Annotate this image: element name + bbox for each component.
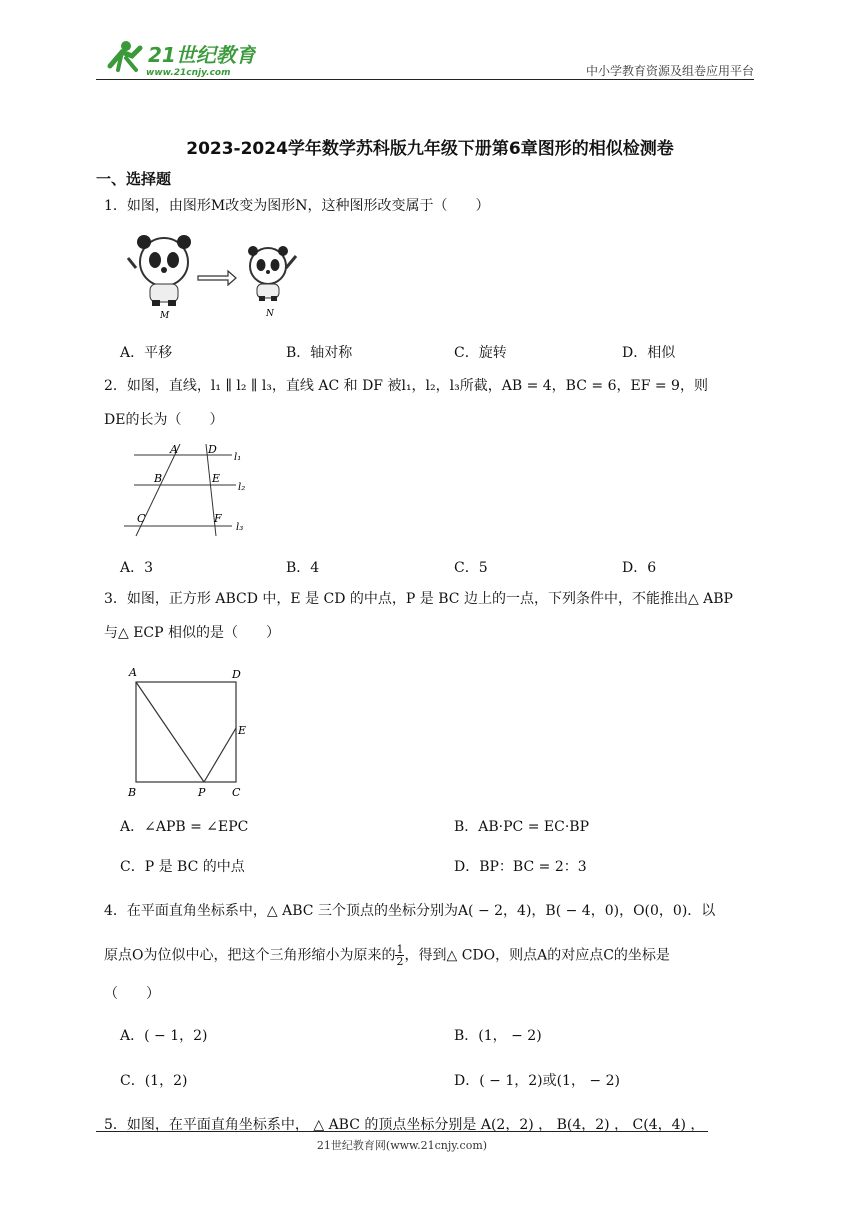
fig-label-l3: l₃ xyxy=(236,522,244,533)
footer-rule xyxy=(96,1131,708,1132)
q3-option-c: C．P 是 BC 的中点 xyxy=(120,859,245,875)
fig-label-d: D xyxy=(232,668,241,681)
q4-stem-part1: 原点O为位似中心，把这个三角形缩小为原来的 xyxy=(104,947,396,964)
right-arrow-icon xyxy=(198,271,236,285)
fig-label-b: B xyxy=(128,786,137,799)
fig-label-b: B xyxy=(154,472,163,485)
q2-stem-line2: DE的长为（ ） xyxy=(104,412,224,428)
fig-label-a: A xyxy=(170,443,178,456)
fig-label-f: F xyxy=(214,512,222,525)
label-m: M xyxy=(160,311,170,320)
fig-label-e: E xyxy=(238,724,247,737)
panda-n-image xyxy=(248,246,296,319)
q4-option-b: B．(1， − 2) xyxy=(454,1028,542,1044)
q2-figure xyxy=(120,440,256,540)
q5-stem: 5．如图，在平面直角坐标系中， △ ABC 的顶点坐标分别是 A(2，2) ， B(4，2) ， C(4，4) ， xyxy=(104,1117,705,1133)
q3-option-d: D．BP：BC = 2：3 xyxy=(454,859,587,875)
site-logo xyxy=(96,36,256,80)
q1-option-a: A．平移 xyxy=(120,345,173,361)
fig-label-c: C xyxy=(232,786,241,799)
logo-text: 21世纪教育 xyxy=(148,43,256,67)
q4-option-a: A．( − 1，2) xyxy=(120,1028,208,1044)
fraction-numerator: 1 xyxy=(396,943,404,956)
section-heading: 一、选择题 xyxy=(96,170,172,188)
fig-label-p: P xyxy=(198,786,206,799)
q2-option-c: C．5 xyxy=(454,560,488,576)
q1-option-d: D．相似 xyxy=(622,345,676,361)
footer-text: 21世纪教育网(www.21cnjy.com) xyxy=(316,1139,488,1152)
header-rule xyxy=(96,79,754,80)
q2-stem-line1: 2．如图，直线，l₁ ∥ l₂ ∥ l₃，直线 AC 和 DF 被l₁，l₂，l₃所截，AB = 4，BC = 6，EF = 9，则 xyxy=(104,378,708,394)
q1-stem: 1．如图，由图形M改变为图形N，这种图形改变属于（ ） xyxy=(104,198,490,214)
platform-name: 中小学教育资源及组卷应用平台 xyxy=(585,64,754,78)
fraction-denominator: 2 xyxy=(396,955,404,968)
q1-option-c: C．旋转 xyxy=(454,345,507,361)
q4-stem-line1: 4．在平面直角坐标系中，△ ABC 三个顶点的坐标分别为A( − 2，4)，B( − 4，0)，O(0，0)．以 xyxy=(104,903,716,919)
q3-stem-line2: 与△ ECP 相似的是（ ） xyxy=(104,625,281,641)
fig-label-c: C xyxy=(137,512,146,525)
q2-option-a: A．3 xyxy=(120,560,154,576)
q3-figure xyxy=(124,664,254,800)
q3-option-a: A．∠APB = ∠EPC xyxy=(120,819,249,835)
q4-option-d: D．( − 1，2)或(1， − 2) xyxy=(454,1073,620,1089)
label-n: N xyxy=(266,309,274,319)
panda-m-image xyxy=(128,235,191,320)
q1-option-b: B．轴对称 xyxy=(286,345,353,361)
q4-stem-part2: ，得到△ CDO，则点A的对应点C的坐标是 xyxy=(404,947,670,964)
q2-option-b: B．4 xyxy=(286,560,320,576)
fig-label-l1: l₁ xyxy=(234,452,242,463)
fig-label-l2: l₂ xyxy=(238,482,246,493)
q3-option-b: B．AB·PC = EC·BP xyxy=(454,819,589,835)
q1-figure xyxy=(124,228,306,320)
logo-url: www.21cnjy.com xyxy=(146,68,231,78)
q3-stem-line1: 3．如图，正方形 ABCD 中，E 是 CD 的中点，P 是 BC 边上的一点，下列条件中，不能推出△ ABP xyxy=(104,591,733,607)
fig-label-a: A xyxy=(129,666,137,679)
page-title: 2023-2024学年数学苏科版九年级下册第6章图形的相似检测卷 xyxy=(186,139,674,159)
q4-stem-line2 xyxy=(104,944,756,967)
q2-option-d: D．6 xyxy=(622,560,657,576)
fig-label-d: D xyxy=(208,443,217,456)
q4-stem-line3: （ ） xyxy=(104,986,160,1002)
q4-option-c: C．(1，2) xyxy=(120,1073,188,1089)
fig-label-e: E xyxy=(212,472,221,485)
